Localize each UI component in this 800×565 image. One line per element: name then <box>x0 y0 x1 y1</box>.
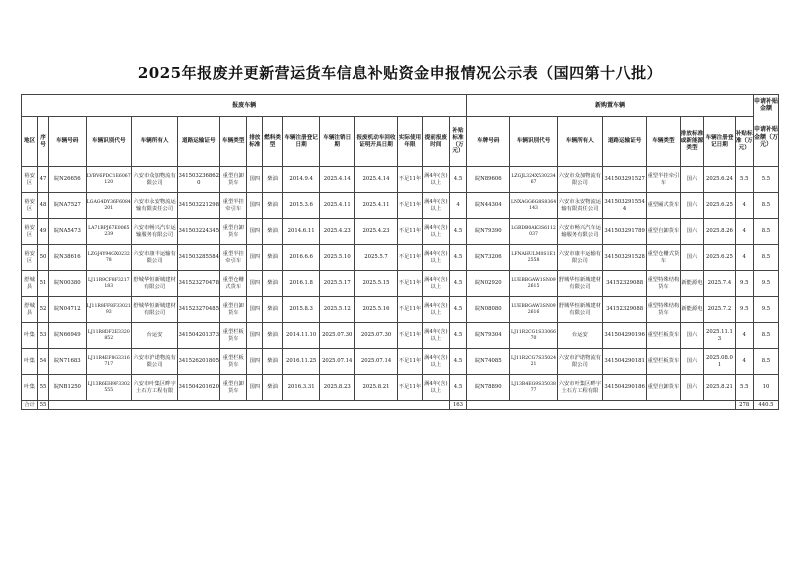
table-cell: 2025.7.4 <box>704 271 735 297</box>
column-header: 提前报废时间 <box>422 117 449 167</box>
table-cell: 裕安区 <box>22 167 38 193</box>
table-cell: 2025.4.14 <box>354 167 397 193</box>
table-cell: 舒城华恒新城建材有限公司 <box>557 271 602 297</box>
table-cell: 341503221298 <box>178 193 220 219</box>
table-cell: 54 <box>38 349 49 375</box>
table-cell: 52 <box>38 297 49 323</box>
table-cell: 4 <box>735 219 753 245</box>
table-cell: LJ11R4EF8G3316717 <box>86 349 131 375</box>
table-cell: 皖NA5473 <box>48 219 86 245</box>
table-cell: 2025.4.11 <box>354 193 397 219</box>
table-cell: 国四 <box>247 271 263 297</box>
table-cell: 2025.07.14 <box>354 349 397 375</box>
table-cell: 2025.6.25 <box>704 193 735 219</box>
table-cell: 国四 <box>247 193 263 219</box>
table-cell: 2015.8.3 <box>282 297 320 323</box>
table-cell: 9.5 <box>753 297 778 323</box>
table-cell: 9.5 <box>753 271 778 297</box>
table-cell: 2025.5.15 <box>354 271 397 297</box>
table-cell: 2016.1.8 <box>282 271 320 297</box>
column-header: 道路运输证号 <box>603 117 647 167</box>
table-cell: 皖N44304 <box>467 193 510 219</box>
table-cell: LJ13R4EG9S3503877 <box>510 375 557 401</box>
table-cell: 8.5 <box>753 349 778 375</box>
column-header: 车辆注册登记日期 <box>282 117 320 167</box>
table-cell: LFNAHULM0S1E12558 <box>510 245 557 271</box>
table-cell: LZGJL324X53023467 <box>510 167 557 193</box>
table-cell: LVBV6PDC1E6067120 <box>86 167 131 193</box>
table-cell: 皖N38616 <box>48 245 86 271</box>
table-cell: 六安市沪诺物流有限公司 <box>131 349 177 375</box>
table-cell: 不足11年 <box>398 323 423 349</box>
table-row <box>22 245 779 271</box>
table-row <box>22 193 779 219</box>
total-row <box>22 401 779 410</box>
table-cell: 2025.07.30 <box>354 323 397 349</box>
table-cell: 皖N26656 <box>48 167 86 193</box>
table-row <box>22 349 779 375</box>
column-header: 实际使用年限 <box>398 117 423 167</box>
table-cell: 2025.07.30 <box>320 323 354 349</box>
table-cell: LZGJ4Y94GX023278 <box>86 245 131 271</box>
column-header: 燃料类型 <box>263 117 282 167</box>
table-cell: 国四 <box>247 219 263 245</box>
table-cell: 2025.4.11 <box>320 193 354 219</box>
table-cell: 2025.8.26 <box>704 219 735 245</box>
table-cell: 8.5 <box>753 219 778 245</box>
table-cell: 不足11年 <box>398 297 423 323</box>
table-cell: LJ11R9CF8F3217183 <box>86 271 131 297</box>
table-cell: 不足11年 <box>398 193 423 219</box>
table-cell: 满4年(含)以上 <box>422 271 449 297</box>
table-row <box>22 323 779 349</box>
table-cell: 2025.6.24 <box>704 167 735 193</box>
table-cell: 51 <box>38 271 49 297</box>
table-cell: 4.5 <box>449 245 466 271</box>
table-cell: 2025.5.12 <box>320 297 354 323</box>
table-cell: 裕安区 <box>22 219 38 245</box>
table-cell: LUEBBGAW1SN092615 <box>510 271 557 297</box>
table-cell: 国六 <box>680 167 704 193</box>
table-cell: 皖N79390 <box>467 219 510 245</box>
table-cell: 4 <box>735 349 753 375</box>
column-header: 车辆类型 <box>220 117 247 167</box>
table-cell: 4.5 <box>449 349 466 375</box>
column-header: 车辆所有人 <box>557 117 602 167</box>
table-cell: 5.5 <box>735 375 753 401</box>
table-cell: 50 <box>38 245 49 271</box>
table-cell: 叶集 <box>22 323 38 349</box>
table-cell: 六安市永安物流运输有限责任公司 <box>557 193 602 219</box>
column-header: 车辆注册登记日期 <box>704 117 735 167</box>
table-cell: 柴油 <box>263 219 282 245</box>
table-cell: 新能源电 <box>680 271 704 297</box>
table-cell: 柴油 <box>263 349 282 375</box>
table-cell: 341504290196 <box>603 323 647 349</box>
table-cell: 柴油 <box>263 271 282 297</box>
table-cell: 皖N79304 <box>467 323 510 349</box>
page-title: 2025年报废并更新营运货车信息补贴资金申报情况公示表（国四第十八批） <box>137 64 663 82</box>
table-cell: 重型自卸货车 <box>220 297 247 323</box>
table-cell: 柴油 <box>263 245 282 271</box>
table-cell: 341504201373 <box>178 323 220 349</box>
table-cell: 4.5 <box>449 271 466 297</box>
table-cell: 皖N73206 <box>467 245 510 271</box>
table-cell: 重型仓栅式货车 <box>220 271 247 297</box>
table-cell: 满4年(含)以上 <box>422 219 449 245</box>
table-cell: 国六 <box>680 323 704 349</box>
table-cell: 国四 <box>247 167 263 193</box>
table-cell: 皖N00380 <box>48 271 86 297</box>
table-cell: 台运安 <box>557 323 602 349</box>
table-cell: 国六 <box>680 193 704 219</box>
column-header: 排放标准 <box>247 117 263 167</box>
table-cell: 满4年(含)以上 <box>422 323 449 349</box>
table-cell: 皖NB1250 <box>48 375 86 401</box>
table-cell: 不足11年 <box>398 219 423 245</box>
total-count: 55 <box>38 401 49 410</box>
table-cell: 2016.6.6 <box>282 245 320 271</box>
table-cell: 4 <box>735 245 753 271</box>
table-cell: 2014.6.11 <box>282 219 320 245</box>
table-cell: LJ11R8FF8F3302193 <box>86 297 131 323</box>
group-header-new: 新购置车辆 <box>467 95 754 117</box>
table-cell: 重型自卸货车 <box>220 167 247 193</box>
table-cell: 3415032915544 <box>603 193 647 219</box>
table-cell: 重型特殊结构货车 <box>647 297 680 323</box>
column-header: 补贴标准（万元） <box>735 117 753 167</box>
table-cell: 裕安区 <box>22 245 38 271</box>
table-cell: 柴油 <box>263 323 282 349</box>
table-cell: 国六 <box>680 245 704 271</box>
table-cell: 叶集 <box>22 375 38 401</box>
table-cell: 2025.08.01 <box>704 349 735 375</box>
table-cell: 六安市康丰运输有限公司 <box>131 245 177 271</box>
table-cell: LGAG4DY36F6084201 <box>86 193 131 219</box>
table-cell: 53 <box>38 323 49 349</box>
table-cell: 2025.8.23 <box>320 375 354 401</box>
table-cell: 柴油 <box>263 167 282 193</box>
table-cell: 柴油 <box>263 375 282 401</box>
table-cell: 皖N78890 <box>467 375 510 401</box>
table-cell: 皖N08080 <box>467 297 510 323</box>
total-label: 合计 <box>22 401 38 410</box>
table-cell: 国四 <box>247 375 263 401</box>
table-cell: 2025.4.23 <box>320 219 354 245</box>
table-row <box>22 375 779 401</box>
table-cell: LA71BPJ67E0065239 <box>86 219 131 245</box>
table-cell: 2025.8.21 <box>704 375 735 401</box>
table-cell: 2014.11.10 <box>282 323 320 349</box>
table-cell: 舒城华恒新城建材有限公司 <box>131 271 177 297</box>
table-cell: 国四 <box>247 323 263 349</box>
column-header: 报废机动车回收证明开具日期 <box>354 117 397 167</box>
table-cell: 4 <box>735 323 753 349</box>
total-new-subsidy: 278 <box>735 401 753 410</box>
table-cell: 341523270485 <box>178 297 220 323</box>
table-cell: 六安市畅兴汽车运输服务有限公司 <box>131 219 177 245</box>
table-cell: 4.5 <box>449 167 466 193</box>
column-header: 车辆号码 <box>48 117 86 167</box>
table-cell: 重型自卸货车 <box>220 375 247 401</box>
table-cell: 六安市叶集区畔宇土石方工程有限 <box>131 375 177 401</box>
table-cell: LJ11R2CG1S3306670 <box>510 323 557 349</box>
table-cell: 9.5 <box>735 297 753 323</box>
table-cell: 六安市康丰运输有限公司 <box>557 245 602 271</box>
table-cell: 34152329088 <box>603 297 647 323</box>
table-cell: 国四 <box>247 349 263 375</box>
table-cell: 5.5 <box>735 167 753 193</box>
table-cell: 满4年(含)以上 <box>422 375 449 401</box>
table-cell: 3415032368620 <box>178 167 220 193</box>
table-cell: LJ13R6EH9F3302555 <box>86 375 131 401</box>
table-cell: 重型特殊结构货车 <box>647 271 680 297</box>
column-header: 序号 <box>38 117 49 167</box>
table-cell: 2025.5.17 <box>320 271 354 297</box>
table-cell: 341504290186 <box>603 375 647 401</box>
table-cell: LNXAGG6G8S8364143 <box>510 193 557 219</box>
column-header: 排放标准或新能源类型 <box>680 117 704 167</box>
table-cell: 49 <box>38 219 49 245</box>
table-cell: 皖N89606 <box>467 167 510 193</box>
table-cell: 341504290181 <box>603 349 647 375</box>
table-cell: 341503291528 <box>603 245 647 271</box>
table-cell: 国六 <box>680 375 704 401</box>
table-cell: 2025.4.23 <box>354 219 397 245</box>
table-cell: 4 <box>735 193 753 219</box>
table-cell: 4 <box>449 193 466 219</box>
table-cell: 341526201805 <box>178 349 220 375</box>
table-cell: 重型半挂牵引车 <box>220 193 247 219</box>
total-scrapped-subsidy: 163 <box>449 401 466 410</box>
table-cell: 2025.6.25 <box>704 245 735 271</box>
table-cell: 台运安 <box>131 323 177 349</box>
column-header: 车辆所有人 <box>131 117 177 167</box>
table-cell: 皖N04712 <box>48 297 86 323</box>
table-cell: 341504201620 <box>178 375 220 401</box>
table-cell: 重型栏板货车 <box>647 349 680 375</box>
column-header-row <box>22 117 779 167</box>
table-cell: 满4年(含)以上 <box>422 349 449 375</box>
table-cell: 2016.11.25 <box>282 349 320 375</box>
column-header: 车辆识别代号 <box>510 117 557 167</box>
table-cell: 2025.07.14 <box>320 349 354 375</box>
table-cell: 舒城华恒新城建材有限公司 <box>131 297 177 323</box>
table-cell: 2025.5.16 <box>354 297 397 323</box>
column-header: 车辆识别代号 <box>86 117 131 167</box>
table-cell: 国四 <box>247 297 263 323</box>
table-row <box>22 219 779 245</box>
table-cell: 不足11年 <box>398 167 423 193</box>
table-cell: 皖NA7527 <box>48 193 86 219</box>
table-cell: 新能源电 <box>680 297 704 323</box>
table-cell: 六安市畅兴汽车运输服务有限公司 <box>557 219 602 245</box>
table-cell: 重型自卸货车 <box>220 219 247 245</box>
table-cell: 舒城县 <box>22 297 38 323</box>
table-cell: 重型半挂牵引车 <box>647 167 680 193</box>
group-header-row <box>22 95 779 117</box>
table-cell: 六安市叶集区畔宇土石方工程有限 <box>557 375 602 401</box>
table-cell: 不足11年 <box>398 245 423 271</box>
table-cell: 不足11年 <box>398 271 423 297</box>
table-cell: LJ11R2CG7S3502421 <box>510 349 557 375</box>
table-cell: 重型仓栅式货车 <box>647 245 680 271</box>
table-cell: 341503291789 <box>603 219 647 245</box>
table-cell: 柴油 <box>263 297 282 323</box>
column-header-amount: 申请补贴金额（万元） <box>753 126 778 148</box>
table-cell: 2016.3.31 <box>282 375 320 401</box>
table-cell: 柴油 <box>263 193 282 219</box>
table-cell: 2025.5.7 <box>354 245 397 271</box>
table-cell: 341503291527 <box>603 167 647 193</box>
table-cell: 4.5 <box>449 297 466 323</box>
table-cell: 六安市众加物流有限公司 <box>557 167 602 193</box>
table-cell: 47 <box>38 167 49 193</box>
table-cell: 4.5 <box>449 219 466 245</box>
table-cell: LUEBBGAW3SN092616 <box>510 297 557 323</box>
column-header: 车牌号码 <box>467 117 510 167</box>
table-cell: 裕安区 <box>22 193 38 219</box>
table-cell: 2025.7.2 <box>704 297 735 323</box>
table-cell: 4.5 <box>449 323 466 349</box>
table-cell: 34152329088 <box>603 271 647 297</box>
table-cell: 重型栏板货车 <box>647 323 680 349</box>
table-cell: 10 <box>753 375 778 401</box>
total-blank <box>467 401 735 410</box>
table-cell: 六安市沪诺物流有限公司 <box>557 349 602 375</box>
table-cell: 叶集 <box>22 349 38 375</box>
table-cell: 重型自卸货车 <box>647 375 680 401</box>
total-blank <box>48 401 449 410</box>
table-cell: 不足11年 <box>398 349 423 375</box>
table-cell: 皖N66949 <box>48 323 86 349</box>
table-cell: 48 <box>38 193 49 219</box>
table-cell: LGBDB0AK3S6112037 <box>510 219 557 245</box>
table-row <box>22 167 779 193</box>
table-cell: 9.5 <box>735 271 753 297</box>
table-cell: 重型厢式货车 <box>647 193 680 219</box>
table-cell: 满4年(含)以上 <box>422 167 449 193</box>
table-cell: 皖N74085 <box>467 349 510 375</box>
table-cell: 341503285584 <box>178 245 220 271</box>
table-row <box>22 271 779 297</box>
table-cell: 国四 <box>247 245 263 271</box>
group-header-scrapped: 报废车辆 <box>22 95 467 117</box>
table-cell: 341503224345 <box>178 219 220 245</box>
table-cell: 不足11年 <box>398 375 423 401</box>
table-row <box>22 297 779 323</box>
column-header <box>753 95 778 167</box>
table-cell: 满4年(含)以上 <box>422 193 449 219</box>
table-cell: 重型栏板货车 <box>220 323 247 349</box>
total-amount: 440.5 <box>753 401 778 410</box>
table-cell: 重型半挂牵引车 <box>220 245 247 271</box>
table-cell: 国六 <box>680 349 704 375</box>
table-cell: 341523270478 <box>178 271 220 297</box>
table-cell: 5.5 <box>753 167 778 193</box>
table-cell: 舒城华恒新城建材有限公司 <box>557 297 602 323</box>
column-header: 车辆类型 <box>647 117 680 167</box>
subsidy-table <box>21 94 779 410</box>
table-cell: 皖N02920 <box>467 271 510 297</box>
table-cell: 8.5 <box>753 193 778 219</box>
table-cell: 4.5 <box>449 375 466 401</box>
table-cell: 8.5 <box>753 323 778 349</box>
table-cell: 2025.5.10 <box>320 245 354 271</box>
table-cell: LJ11R8DF2E3320852 <box>86 323 131 349</box>
table-cell: 8.5 <box>753 245 778 271</box>
table-cell: 满4年(含)以上 <box>422 245 449 271</box>
column-header: 补贴标准（万元） <box>449 117 466 167</box>
table-cell: 2025.4.14 <box>320 167 354 193</box>
table-cell: 2025.11.13 <box>704 323 735 349</box>
group-header-subsidy: 申请补贴金额 <box>753 98 778 113</box>
table-cell: 国六 <box>680 219 704 245</box>
table-cell: 皖N71683 <box>48 349 86 375</box>
table-cell: 六安市众加物流有限公司 <box>131 167 177 193</box>
table-cell: 55 <box>38 375 49 401</box>
column-header: 车辆注销日期 <box>320 117 354 167</box>
column-header: 地区 <box>22 117 38 167</box>
table-cell: 2014.9.4 <box>282 167 320 193</box>
table-cell: 满4年(含)以上 <box>422 297 449 323</box>
table-cell: 重型栏板货车 <box>220 349 247 375</box>
table-cell: 2015.3.6 <box>282 193 320 219</box>
table-cell: 舒城县 <box>22 271 38 297</box>
column-header: 道路运输证号 <box>178 117 220 167</box>
table-cell: 重型自卸货车 <box>647 219 680 245</box>
table-cell: 2025.8.21 <box>354 375 397 401</box>
table-cell: 六安市永安物流运输有限责任公司 <box>131 193 177 219</box>
